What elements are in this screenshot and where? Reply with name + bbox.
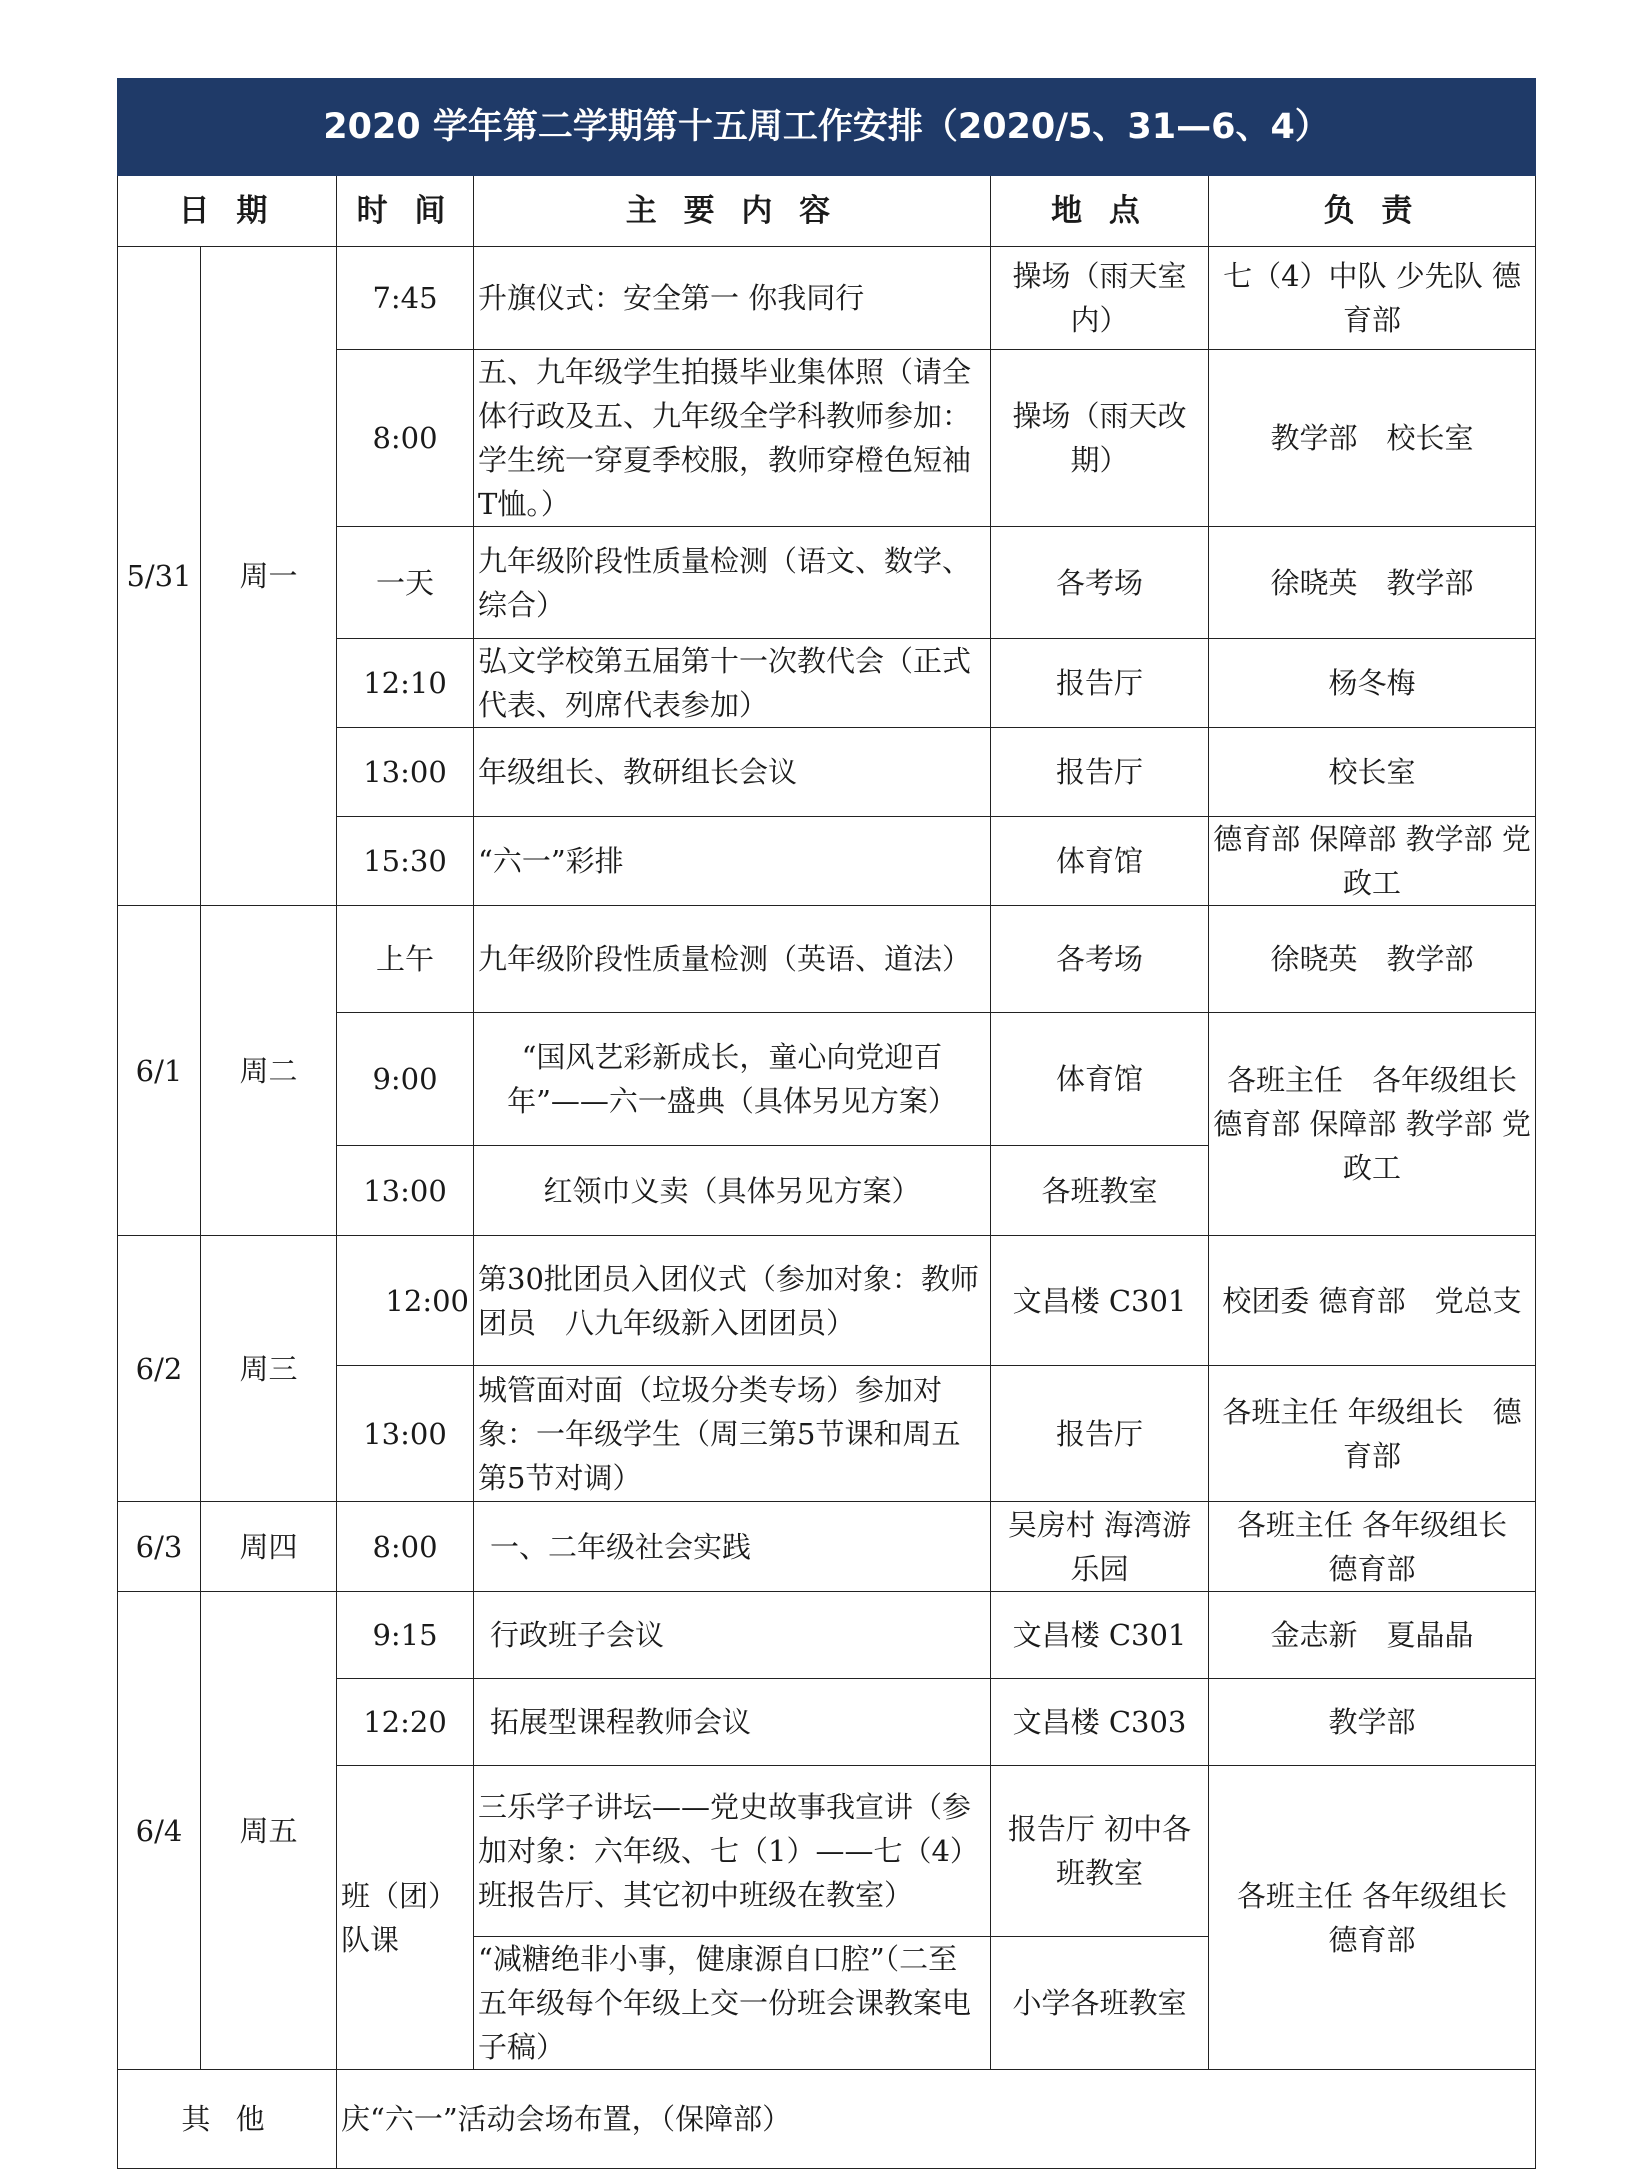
date-cell: 6/2: [118, 1236, 201, 1502]
place-cell: 文昌楼 C301: [991, 1236, 1209, 1366]
place-cell: 文昌楼 C301: [991, 1592, 1209, 1679]
content-cell: 五、九年级学生拍摄毕业集体照（请全体行政及五、九年级全学科教师参加：学生统一穿夏季校服，教师穿橙色短袖T恤。）: [474, 350, 991, 527]
owner-cell: 金志新 夏晶晶: [1209, 1592, 1536, 1679]
header-place: 地 点: [991, 176, 1209, 247]
time-cell: 12:20: [337, 1679, 474, 1766]
other-label: 其 他: [118, 2070, 337, 2169]
time-cell: 班（团）队课: [337, 1766, 474, 2070]
content-cell: 三乐学子讲坛——党史故事我宣讲（参加对象：六年级、七（1）——七（4）班报告厅、其它初中班级在教室）: [474, 1766, 991, 1937]
owner-cell: 七（4）中队 少先队 德育部: [1209, 247, 1536, 350]
place-cell: 报告厅: [991, 728, 1209, 817]
place-cell: 报告厅: [991, 639, 1209, 728]
time-cell: 12:10: [337, 639, 474, 728]
time-cell: 7:45: [337, 247, 474, 350]
content-cell: 九年级阶段性质量检测（英语、道法）: [474, 906, 991, 1013]
schedule-table: [117, 78, 1536, 2169]
date-cell: 6/1: [118, 906, 201, 1236]
table-row: [118, 2070, 1536, 2169]
content-cell: 升旗仪式：安全第一 你我同行: [474, 247, 991, 350]
content-cell: 年级组长、教研组长会议: [474, 728, 991, 817]
header-date: 日 期: [118, 176, 337, 247]
place-cell: 操场（雨天改期）: [991, 350, 1209, 527]
place-cell: 吴房村 海湾游乐园: [991, 1502, 1209, 1592]
owner-cell: 各班主任 各年级组长 德育部 保障部 教学部 党政工: [1209, 1013, 1536, 1236]
time-cell: 13:00: [337, 728, 474, 817]
content-cell: “六一”彩排: [474, 817, 991, 906]
weekday-cell: 周一: [201, 247, 337, 906]
time-cell: 13:00: [337, 1366, 474, 1502]
place-cell: 各考场: [991, 906, 1209, 1013]
date-cell: 5/31: [118, 247, 201, 906]
weekday-cell: 周二: [201, 906, 337, 1236]
table-row: [118, 906, 1536, 1013]
owner-cell: 教学部 校长室: [1209, 350, 1536, 527]
content-cell: “国风艺彩新成长，童心向党迎百年”——六一盛典（具体另见方案）: [474, 1013, 991, 1146]
place-cell: 小学各班教室: [991, 1937, 1209, 2070]
place-cell: 各班教室: [991, 1146, 1209, 1236]
time-cell: 15:30: [337, 817, 474, 906]
owner-cell: 德育部 保障部 教学部 党政工: [1209, 817, 1536, 906]
weekday-cell: 周五: [201, 1592, 337, 2070]
owner-cell: 各班主任 年级组长 德育部: [1209, 1366, 1536, 1502]
owner-cell: 校长室: [1209, 728, 1536, 817]
content-cell: 红领巾义卖（具体另见方案）: [474, 1146, 991, 1236]
weekday-cell: 周四: [201, 1502, 337, 1592]
place-cell: 报告厅: [991, 1366, 1209, 1502]
schedule-sheet: [117, 78, 1535, 2169]
table-row: [118, 247, 1536, 350]
content-cell: 拓展型课程教师会议: [474, 1679, 991, 1766]
header-content: 主 要 内 容: [474, 176, 991, 247]
place-cell: 操场（雨天室内）: [991, 247, 1209, 350]
owner-cell: 徐晓英 教学部: [1209, 906, 1536, 1013]
table-row: [118, 1592, 1536, 1679]
page-title: 2020 学年第二学期第十五周工作安排（2020/5、31—6、4）: [118, 79, 1536, 176]
date-cell: 6/3: [118, 1502, 201, 1592]
owner-cell: 各班主任 各年级组长 德育部: [1209, 1766, 1536, 2070]
content-cell: 第30批团员入团仪式（参加对象：教师团员 八九年级新入团团员）: [474, 1236, 991, 1366]
time-cell: 9:00: [337, 1013, 474, 1146]
table-row: [118, 1236, 1536, 1366]
date-cell: 6/4: [118, 1592, 201, 2070]
time-cell: 上午: [337, 906, 474, 1013]
owner-cell: 徐晓英 教学部: [1209, 527, 1536, 639]
time-cell: 8:00: [337, 350, 474, 527]
owner-cell: 各班主任 各年级组长 德育部: [1209, 1502, 1536, 1592]
content-cell: 一、二年级社会实践: [474, 1502, 991, 1592]
time-cell: 9:15: [337, 1592, 474, 1679]
owner-cell: 校团委 德育部 党总支: [1209, 1236, 1536, 1366]
time-cell: 12:00: [337, 1236, 474, 1366]
other-content: 庆“六一”活动会场布置，（保障部）: [337, 2070, 1536, 2169]
place-cell: 各考场: [991, 527, 1209, 639]
place-cell: 体育馆: [991, 817, 1209, 906]
place-cell: 报告厅 初中各班教室: [991, 1766, 1209, 1937]
place-cell: 体育馆: [991, 1013, 1209, 1146]
weekday-cell: 周三: [201, 1236, 337, 1502]
content-cell: 九年级阶段性质量检测（语文、数学、综合）: [474, 527, 991, 639]
table-row: [118, 1502, 1536, 1592]
time-cell: 一天: [337, 527, 474, 639]
content-cell: 城管面对面（垃圾分类专场）参加对象：一年级学生（周三第5节课和周五第5节对调）: [474, 1366, 991, 1502]
content-cell: 行政班子会议: [474, 1592, 991, 1679]
owner-cell: 教学部: [1209, 1679, 1536, 1766]
content-cell: “减糖绝非小事，健康源自口腔”（二至五年级每个年级上交一份班会课教案电子稿）: [474, 1937, 991, 2070]
time-cell: 8:00: [337, 1502, 474, 1592]
owner-cell: 杨冬梅: [1209, 639, 1536, 728]
place-cell: 文昌楼 C303: [991, 1679, 1209, 1766]
header-time: 时 间: [337, 176, 474, 247]
time-cell: 13:00: [337, 1146, 474, 1236]
header-owner: 负 责: [1209, 176, 1536, 247]
content-cell: 弘文学校第五届第十一次教代会（正式代表、列席代表参加）: [474, 639, 991, 728]
